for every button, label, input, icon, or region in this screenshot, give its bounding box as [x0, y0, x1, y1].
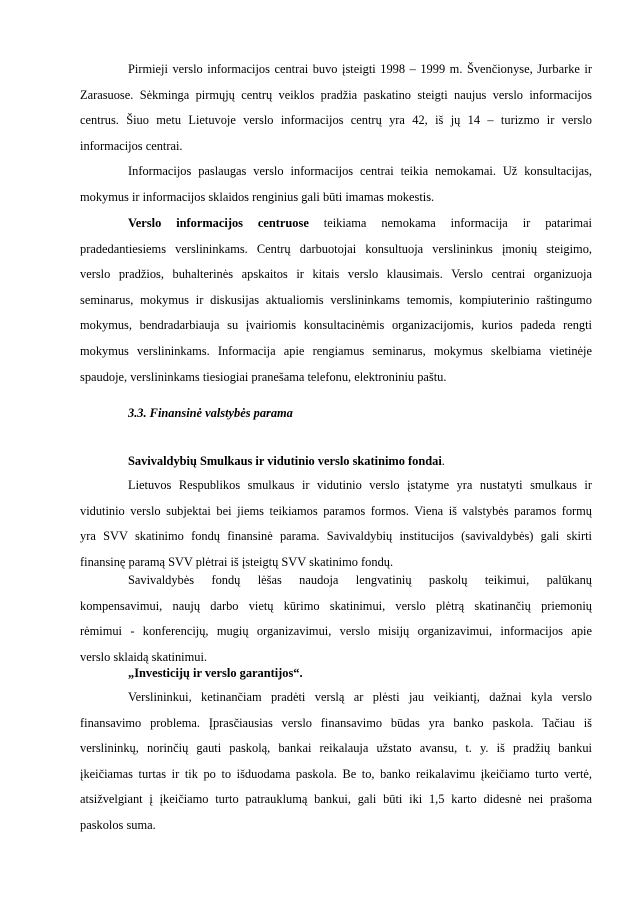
paragraph-line: yra SVV skatinimo fondų finansinė parama. Savivaldybių institucijos (savivaldybės) gali skirti [80, 529, 592, 544]
paragraph-5 [80, 568, 592, 670]
paragraph-line: finansavimo problema. Įprasčiausias verslo finansavimo būdas yra banko paskola. Tačiau iš [80, 715, 592, 730]
paragraph-lead-rest: teikiama nemokama informacija ir patarimai [308, 216, 592, 230]
paragraph-line: centrus. Šiuo metu Lietuvoje verslo informacijos centrų yra 42, iš jų 14 – turizmo ir verslo [80, 113, 592, 128]
paragraph-line: Informacijos paslaugas verslo informacijos centrai teikia nemokamai. Už konsultacijas, [128, 164, 592, 178]
paragraph-3 [80, 211, 592, 390]
paragraph-6 [80, 685, 592, 839]
subheading-bold: Savivaldybių Smulkaus ir vidutinio verslo skatinimo fondai [128, 454, 442, 468]
paragraph-4 [80, 473, 592, 575]
paragraph-line: Zarasuose. Sėkminga pirmųjų centrų veiklos pradžia paskatino steigti naujus verslo informacijos [80, 87, 592, 102]
subheading [128, 451, 445, 471]
paragraph-line: verslo pradžios, buhalterinės apskaitos ir kitais verslo klausimais. Verslo centrai organizuoja [80, 267, 592, 282]
paragraph-line: paskolos suma. [80, 817, 156, 832]
subheading-2: „Investicijų ir verslo garantijos“. [128, 666, 303, 680]
paragraph-line: mokymus, bendradarbiauja su įvairiomis konsultacinėmis organizacijomis, kurios padeda rengti [80, 318, 592, 333]
paragraph-line: Savivaldybės fondų lėšas naudoja lengvatinių paskolų teikimui, palūkanų [128, 573, 592, 587]
paragraph-lead-bold: Verslo informacijos centruose [128, 216, 309, 230]
paragraph-line: kompensavimui, naujų darbo vietų kūrimo skatinimui, verslo plėtrą skatinančių priemonių [80, 598, 592, 613]
paragraph-1 [80, 57, 592, 159]
paragraph-line: seminarus, mokymus ir diskusijas aktualiomis verslininkams temomis, kompiuterinio raštingumo [80, 292, 592, 307]
subheading-tail: . [441, 454, 445, 468]
paragraph-line: spaudoje, verslininkams tiesiogiai pranešama telefonu, elektroniniu paštu. [80, 369, 447, 384]
paragraph-line: rėmimui - konferencijų, mugių organizavimui, verslo misijų organizavimui, informacijos apie [80, 624, 592, 639]
paragraph-line: Lietuvos Respublikos smulkaus ir vidutinio verslo įstatyme yra nustatyti smulkaus ir [128, 478, 592, 492]
section-title: 3.3. Finansinė valstybės parama [128, 406, 293, 420]
paragraph-line: įkeičiamas turtas ir tik po to išduodama paskola. Be to, banko reikalavimu įkeičiamo turto vertė, [80, 766, 592, 781]
paragraph-line [80, 211, 592, 237]
paragraph-line: vidutinio verslo subjektai bei jiems teikiamos paramos formos. Viena iš valstybės paramos formų [80, 503, 592, 518]
paragraph-line: verslininkų, norinčių gauti paskolą, bankai reikalauja užstato avansu, t. y. iš pradžių bankui [80, 741, 592, 756]
paragraph-line: Pirmieji verslo informacijos centrai buvo įsteigti 1998 – 1999 m. Švenčionyse, Jurbarke ir [128, 62, 592, 76]
paragraph-2 [80, 159, 592, 210]
paragraph-line: pradedantiesiems verslininkams. Centrų darbuotojai konsultuoja verslininkus įmonių steigimo, [80, 241, 592, 256]
paragraph-line: mokymus verslininkams. Informacija apie rengiamus seminarus, mokymus skelbiama vietinėje [80, 343, 592, 358]
paragraph-line: Verslininkui, ketinančiam pradėti verslą ar plėsti jau veikiantį, dažnai kyla verslo [128, 690, 592, 704]
paragraph-line: verslo sklaidą skatinimui. [80, 649, 207, 664]
paragraph-line: finansinę paramą SVV plėtrai iš įsteigtų SVV skatinimo fondų. [80, 554, 394, 569]
paragraph-line: atsižvelgiant į įkeičiamo turto patrauklumą bankui, gali būti iki 1,5 karto didesnė nei prašoma [80, 792, 592, 807]
paragraph-line: mokymus ir informacijos sklaidos renginius gali būti imamas mokestis. [80, 189, 435, 204]
paragraph-line: informacijos centrai. [80, 138, 183, 153]
